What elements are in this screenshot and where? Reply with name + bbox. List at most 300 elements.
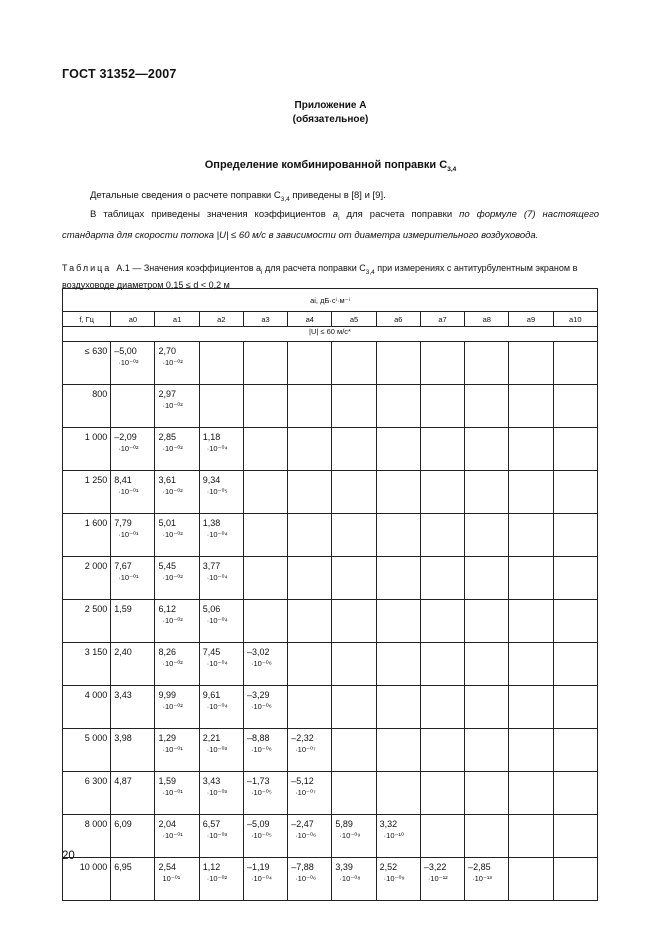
- coef-cell: [199, 342, 243, 385]
- coef-exponent: 10⁻⁰¹: [162, 874, 181, 883]
- coef-exponent: ·10⁻⁰²: [206, 874, 228, 883]
- coef-cell: [420, 772, 464, 815]
- coef-cell: [420, 471, 464, 514]
- coef-cell: [420, 686, 464, 729]
- coef-mantissa: –8,88: [246, 733, 270, 743]
- coef-cell: [243, 772, 287, 815]
- units-header: ai, дБ·cⁱ·м⁻ⁱ: [63, 289, 598, 312]
- coef-mantissa: 6,95: [114, 862, 132, 872]
- frequency-cell: 2 500: [63, 600, 111, 643]
- coef-exponent: ·10⁻⁰²: [162, 659, 183, 668]
- coef-mantissa: –2,85: [468, 862, 491, 872]
- coef-exponent: ·10⁻⁰⁶: [295, 831, 317, 840]
- coef-cell: [243, 815, 287, 858]
- coef-cell: [376, 342, 420, 385]
- coef-cell: [243, 385, 287, 428]
- coef-cell: [111, 514, 155, 557]
- frequency-cell: 10 000: [63, 858, 111, 901]
- coef-cell: [111, 686, 155, 729]
- coef-cell: [199, 471, 243, 514]
- coef-cell: [155, 471, 199, 514]
- coef-cell: [332, 342, 376, 385]
- coef-exponent: ·10⁻⁰⁵: [250, 831, 272, 840]
- coef-cell: [420, 385, 464, 428]
- coef-cell: [155, 686, 199, 729]
- coef-cell: [155, 600, 199, 643]
- coef-cell: [376, 686, 420, 729]
- coef-header-a2: a2: [199, 312, 243, 327]
- table-row: [63, 385, 598, 428]
- coef-cell: [288, 557, 332, 600]
- coef-cell: [420, 428, 464, 471]
- table-caption-text-c: при измерениях с антитурбулентным экраном в воздуховоде диаметром 0,15 ≤ d < 0,2 м: [62, 263, 578, 290]
- coef-header-a10: a10: [553, 312, 597, 327]
- coef-cell: [288, 385, 332, 428]
- intro-p2-text-b: для расчета поправки: [339, 209, 460, 220]
- coef-cell: [332, 772, 376, 815]
- velocity-condition: |U| ≤ 60 м/с*: [63, 327, 598, 342]
- frequency-cell: ≤ 630: [63, 342, 111, 385]
- coef-cell: [376, 385, 420, 428]
- intro-p1-subscript: 3,4: [280, 195, 290, 203]
- coef-exponent: ·10⁻⁰⁶: [250, 745, 272, 754]
- coef-exponent: ·10⁻⁰²: [118, 444, 139, 453]
- coef-exponent: ·10⁻⁰⁴: [206, 444, 228, 453]
- coef-exponent: ·10⁻⁰⁶: [250, 659, 272, 668]
- coef-cell: [509, 600, 553, 643]
- coef-mantissa: 2,97: [158, 389, 177, 399]
- coef-mantissa: –7,88: [291, 862, 314, 872]
- coef-mantissa: 5,06: [202, 604, 221, 614]
- coef-cell: [332, 815, 376, 858]
- coef-mantissa: 9,61: [202, 690, 221, 700]
- coef-cell: [243, 686, 287, 729]
- coef-mantissa: 2,04: [158, 819, 177, 829]
- frequency-cell: 1 600: [63, 514, 111, 557]
- column-header-row: [63, 312, 598, 327]
- table-caption: [62, 262, 607, 291]
- table-row: [63, 686, 598, 729]
- coef-mantissa: 1,12: [202, 862, 221, 872]
- coef-cell: [509, 772, 553, 815]
- frequency-cell: 2 000: [63, 557, 111, 600]
- coef-cell: [155, 342, 199, 385]
- coef-exponent: ·10⁻⁰¹: [118, 487, 139, 496]
- coef-exponent: ·10⁻⁰²: [162, 487, 183, 496]
- coef-cell: [332, 729, 376, 772]
- coef-exponent: ·10⁻⁰¹: [118, 573, 139, 582]
- table-caption-text-b: для расчета поправки C: [262, 263, 366, 273]
- coef-mantissa: 2,21: [202, 733, 221, 743]
- coef-cell: [111, 729, 155, 772]
- table-row: [63, 514, 598, 557]
- coef-cell: [199, 643, 243, 686]
- coef-mantissa: 5,89: [335, 819, 353, 829]
- coef-mantissa: –5,00: [114, 346, 137, 356]
- coef-cell: [509, 858, 553, 901]
- coef-cell: [376, 428, 420, 471]
- coef-mantissa: –2,09: [114, 432, 137, 442]
- coef-cell: [509, 643, 553, 686]
- coef-cell: [509, 686, 553, 729]
- coef-exponent: ·10⁻⁰⁵: [206, 487, 228, 496]
- table-row: [63, 428, 598, 471]
- coef-cell: [509, 471, 553, 514]
- coef-cell: [420, 600, 464, 643]
- coef-cell: [465, 471, 509, 514]
- coef-cell: [509, 514, 553, 557]
- coef-mantissa: 6,12: [158, 604, 177, 614]
- coef-cell: [332, 643, 376, 686]
- coef-cell: [420, 643, 464, 686]
- coef-cell: [288, 815, 332, 858]
- coef-header-a4: a4: [288, 312, 332, 327]
- coef-cell: [509, 557, 553, 600]
- coef-exponent: ·10⁻⁰⁴: [206, 616, 228, 625]
- coef-exponent: ·10⁻⁰²: [118, 358, 139, 367]
- coef-mantissa: 9,99: [158, 690, 177, 700]
- coef-cell: [111, 815, 155, 858]
- table-row: [63, 858, 598, 901]
- coef-cell: [376, 557, 420, 600]
- coefficients-table: [62, 288, 598, 901]
- coef-cell: [332, 686, 376, 729]
- coef-exponent: ·10⁻⁰⁴: [206, 659, 228, 668]
- coef-exponent: ·10⁻⁰⁴: [206, 573, 228, 582]
- coef-cell: [155, 643, 199, 686]
- coef-cell: [553, 428, 597, 471]
- coef-cell: [111, 342, 155, 385]
- coef-mantissa: 5,45: [158, 561, 177, 571]
- coef-exponent: ·10⁻⁰⁶: [250, 702, 272, 711]
- coef-mantissa: 2,85: [158, 432, 177, 442]
- frequency-cell: 5 000: [63, 729, 111, 772]
- coef-cell: [288, 471, 332, 514]
- coef-cell: [243, 342, 287, 385]
- coef-cell: [332, 858, 376, 901]
- coef-cell: [465, 815, 509, 858]
- coef-exponent: ·10⁻⁰⁴: [206, 530, 228, 539]
- coef-mantissa: 7,79: [114, 518, 132, 528]
- intro-p1-text-a: Детальные сведения о расчете поправки C: [90, 190, 281, 201]
- intro-p2-text-a: В таблицах приведены значения коэффициентов: [90, 209, 333, 220]
- coef-exponent: ·10⁻¹⁰: [383, 831, 404, 840]
- coef-cell: [288, 858, 332, 901]
- coef-cell: [465, 643, 509, 686]
- coef-cell: [199, 686, 243, 729]
- coef-header-a1: a1: [155, 312, 199, 327]
- intro-p1-text-b: приведены в [8] и [9].: [289, 190, 386, 201]
- coef-mantissa: –3,29: [246, 690, 270, 700]
- coef-cell: [420, 729, 464, 772]
- frequency-cell: 4 000: [63, 686, 111, 729]
- coef-cell: [553, 858, 597, 901]
- coef-cell: [376, 643, 420, 686]
- table-row: [63, 815, 598, 858]
- coef-cell: [288, 772, 332, 815]
- coef-cell: [509, 815, 553, 858]
- coef-header-a7: a7: [420, 312, 464, 327]
- coef-mantissa: 3,32: [379, 819, 398, 829]
- coef-mantissa: –3,22: [423, 862, 447, 872]
- coef-cell: [288, 729, 332, 772]
- coef-mantissa: 1,59: [158, 776, 177, 786]
- coef-mantissa: 3,98: [114, 733, 132, 743]
- coef-cell: [111, 428, 155, 471]
- coef-cell: [553, 815, 597, 858]
- coef-mantissa: 6,57: [202, 819, 221, 829]
- coef-cell: [553, 557, 597, 600]
- table-row: [63, 342, 598, 385]
- coef-mantissa: 2,54: [158, 862, 177, 872]
- coef-cell: [243, 557, 287, 600]
- coef-cell: [553, 686, 597, 729]
- coef-cell: [465, 729, 509, 772]
- coef-cell: [553, 514, 597, 557]
- intro-p2-italic: по формуле (7) настоящего стандарта для скорости потока |U| ≤ 60 м/с в зависимости от диаметра измерительного воздуховода.: [62, 209, 600, 241]
- coef-cell: [465, 428, 509, 471]
- section-title-text: Определение комбинированной поправки C: [204, 159, 448, 171]
- section-title: [0, 159, 661, 173]
- coef-mantissa: 4,87: [114, 776, 132, 786]
- coef-cell: [376, 600, 420, 643]
- coef-exponent: ·10⁻⁰¹: [162, 745, 183, 754]
- coef-cell: [376, 729, 420, 772]
- coef-cell: [332, 514, 376, 557]
- coef-mantissa: 1,38: [202, 518, 221, 528]
- table-caption-sub-a: i: [261, 268, 263, 276]
- frequency-cell: 6 300: [63, 772, 111, 815]
- coef-exponent: ·10⁻⁰¹: [162, 831, 183, 840]
- coef-cell: [465, 342, 509, 385]
- coef-mantissa: 8,41: [114, 475, 132, 485]
- coef-cell: [199, 514, 243, 557]
- coef-mantissa: –5,12: [291, 776, 314, 786]
- coef-cell: [376, 772, 420, 815]
- coef-mantissa: 1,29: [158, 733, 177, 743]
- coef-cell: [509, 428, 553, 471]
- coef-cell: [199, 858, 243, 901]
- frequency-cell: 3 150: [63, 643, 111, 686]
- coef-header-a9: a9: [509, 312, 553, 327]
- frequency-cell: 1 000: [63, 428, 111, 471]
- coef-header-a8: a8: [465, 312, 509, 327]
- coef-cell: [553, 772, 597, 815]
- coef-cell: [376, 471, 420, 514]
- coef-cell: [199, 729, 243, 772]
- table-row: [63, 557, 598, 600]
- frequency-cell: 800: [63, 385, 111, 428]
- coef-cell: [155, 858, 199, 901]
- coef-exponent: ·10⁻¹²: [427, 874, 448, 883]
- coef-mantissa: 3,77: [202, 561, 221, 571]
- coef-exponent: ·10⁻⁰³: [206, 745, 228, 754]
- coef-cell: [420, 514, 464, 557]
- coef-cell: [111, 772, 155, 815]
- coef-cell: [420, 815, 464, 858]
- coef-mantissa: –1,19: [246, 862, 270, 872]
- coef-cell: [420, 342, 464, 385]
- intro-p2-variable: a: [332, 209, 339, 220]
- coef-cell: [243, 858, 287, 901]
- coef-cell: [465, 514, 509, 557]
- coef-cell: [288, 514, 332, 557]
- coef-exponent: ·10⁻⁰⁴: [206, 702, 228, 711]
- coef-cell: [553, 729, 597, 772]
- coef-mantissa: 8,26: [158, 647, 177, 657]
- coef-mantissa: –2,32: [291, 733, 314, 743]
- coef-exponent: ·10⁻⁰²: [162, 573, 183, 582]
- frequency-cell: 1 250: [63, 471, 111, 514]
- coef-cell: [465, 600, 509, 643]
- table-caption-text-a: А.1 — Значения коэффициентов a: [116, 263, 262, 273]
- freq-header: f, Гц: [63, 312, 111, 327]
- coef-cell: [465, 858, 509, 901]
- coef-cell: [509, 385, 553, 428]
- table-caption-label: Таблица: [62, 263, 112, 273]
- coef-cell: [553, 342, 597, 385]
- table-caption-sub-b: 3,4: [365, 268, 375, 276]
- coef-mantissa: 3,61: [158, 475, 177, 485]
- coef-cell: [111, 557, 155, 600]
- coef-cell: [111, 471, 155, 514]
- intro-paragraph-2: [62, 206, 599, 244]
- coef-cell: [420, 557, 464, 600]
- coef-cell: [420, 858, 464, 901]
- coef-cell: [332, 471, 376, 514]
- coef-cell: [243, 428, 287, 471]
- coef-header-a0: a0: [111, 312, 155, 327]
- coef-exponent: ·10⁻⁰⁷: [295, 788, 316, 797]
- coef-exponent: ·10⁻⁰¹: [162, 788, 183, 797]
- table-row: [63, 772, 598, 815]
- coef-cell: [111, 385, 155, 428]
- table-row: [63, 643, 598, 686]
- coef-cell: [332, 428, 376, 471]
- coef-cell: [553, 643, 597, 686]
- coef-mantissa: 2,40: [114, 647, 132, 657]
- coef-mantissa: 2,70: [158, 346, 177, 356]
- coef-cell: [376, 815, 420, 858]
- coef-cell: [243, 514, 287, 557]
- coef-exponent: ·10⁻⁰²: [162, 702, 183, 711]
- coef-cell: [199, 815, 243, 858]
- section-title-subscript: 3,4: [447, 166, 457, 174]
- coef-exponent: ·10⁻⁰⁹: [339, 831, 361, 840]
- coef-cell: [465, 772, 509, 815]
- coef-exponent: ·10⁻¹³: [472, 874, 492, 883]
- coef-exponent: ·10⁻⁰⁷: [295, 745, 316, 754]
- document-number: ГОСТ 31352—2007: [62, 67, 177, 81]
- coef-cell: [155, 557, 199, 600]
- coef-exponent: ·10⁻⁰⁴: [250, 874, 272, 883]
- coef-cell: [332, 600, 376, 643]
- frequency-cell: 8 000: [63, 815, 111, 858]
- coef-cell: [111, 858, 155, 901]
- coef-cell: [243, 729, 287, 772]
- coef-exponent: ·10⁻⁰²: [162, 616, 183, 625]
- coef-cell: [155, 514, 199, 557]
- coef-cell: [509, 729, 553, 772]
- coef-cell: [288, 643, 332, 686]
- coef-exponent: ·10⁻⁰²: [162, 530, 183, 539]
- coef-cell: [553, 385, 597, 428]
- coef-cell: [288, 428, 332, 471]
- coef-cell: [509, 342, 553, 385]
- coef-exponent: ·10⁻⁰⁵: [250, 788, 272, 797]
- page-number: 20: [62, 850, 75, 862]
- coef-cell: [155, 428, 199, 471]
- coef-cell: [243, 643, 287, 686]
- coef-mantissa: 3,39: [335, 862, 353, 872]
- coef-mantissa: 3,43: [114, 690, 132, 700]
- coef-mantissa: 3,43: [202, 776, 221, 786]
- coef-cell: [332, 385, 376, 428]
- intro-p2-variable-subscript: i: [338, 214, 340, 222]
- appendix-heading: [0, 99, 661, 127]
- coef-cell: [111, 600, 155, 643]
- condition-row: [63, 327, 598, 342]
- coef-mantissa: 6,09: [114, 819, 132, 829]
- coef-mantissa: 7,67: [114, 561, 132, 571]
- appendix-status: (обязательное): [292, 114, 369, 125]
- coef-exponent: ·10⁻⁰²: [162, 444, 183, 453]
- coef-mantissa: –2,47: [291, 819, 314, 829]
- coef-cell: [465, 385, 509, 428]
- coef-cell: [376, 858, 420, 901]
- coef-exponent: ·10⁻⁰³: [206, 788, 228, 797]
- coef-mantissa: –3,02: [246, 647, 270, 657]
- coef-mantissa: –1,73: [246, 776, 270, 786]
- coef-cell: [376, 514, 420, 557]
- coef-cell: [465, 557, 509, 600]
- coef-cell: [288, 600, 332, 643]
- coef-mantissa: 2,52: [379, 862, 398, 872]
- coef-header-a5: a5: [332, 312, 376, 327]
- coef-mantissa: 7,45: [202, 647, 221, 657]
- intro-paragraph-1: [90, 190, 386, 203]
- coef-mantissa: 9,34: [202, 475, 221, 485]
- coef-exponent: ·10⁻⁰⁹: [383, 874, 405, 883]
- coef-cell: [155, 385, 199, 428]
- coef-exponent: ·10⁻⁰⁶: [295, 874, 317, 883]
- coef-cell: [199, 600, 243, 643]
- coef-cell: [243, 600, 287, 643]
- coef-exponent: ·10⁻⁰³: [206, 831, 228, 840]
- coef-cell: [155, 729, 199, 772]
- coef-cell: [155, 772, 199, 815]
- coef-exponent: ·10⁻⁰¹: [118, 530, 139, 539]
- coef-cell: [199, 385, 243, 428]
- coefficients-table-body: [63, 289, 598, 901]
- coef-exponent: ·10⁻⁰²: [162, 358, 183, 367]
- coef-mantissa: 5,01: [158, 518, 177, 528]
- coef-cell: [288, 342, 332, 385]
- coef-exponent: ·10⁻⁰²: [162, 401, 183, 410]
- coef-mantissa: 1,59: [114, 604, 132, 614]
- coef-cell: [111, 643, 155, 686]
- coef-mantissa: –5,09: [246, 819, 270, 829]
- coef-cell: [553, 471, 597, 514]
- coef-header-a6: a6: [376, 312, 420, 327]
- table-row: [63, 471, 598, 514]
- coef-cell: [465, 686, 509, 729]
- appendix-title: Приложение А: [294, 100, 367, 111]
- table-row: [63, 600, 598, 643]
- coef-cell: [243, 471, 287, 514]
- coef-cell: [332, 557, 376, 600]
- coef-cell: [199, 428, 243, 471]
